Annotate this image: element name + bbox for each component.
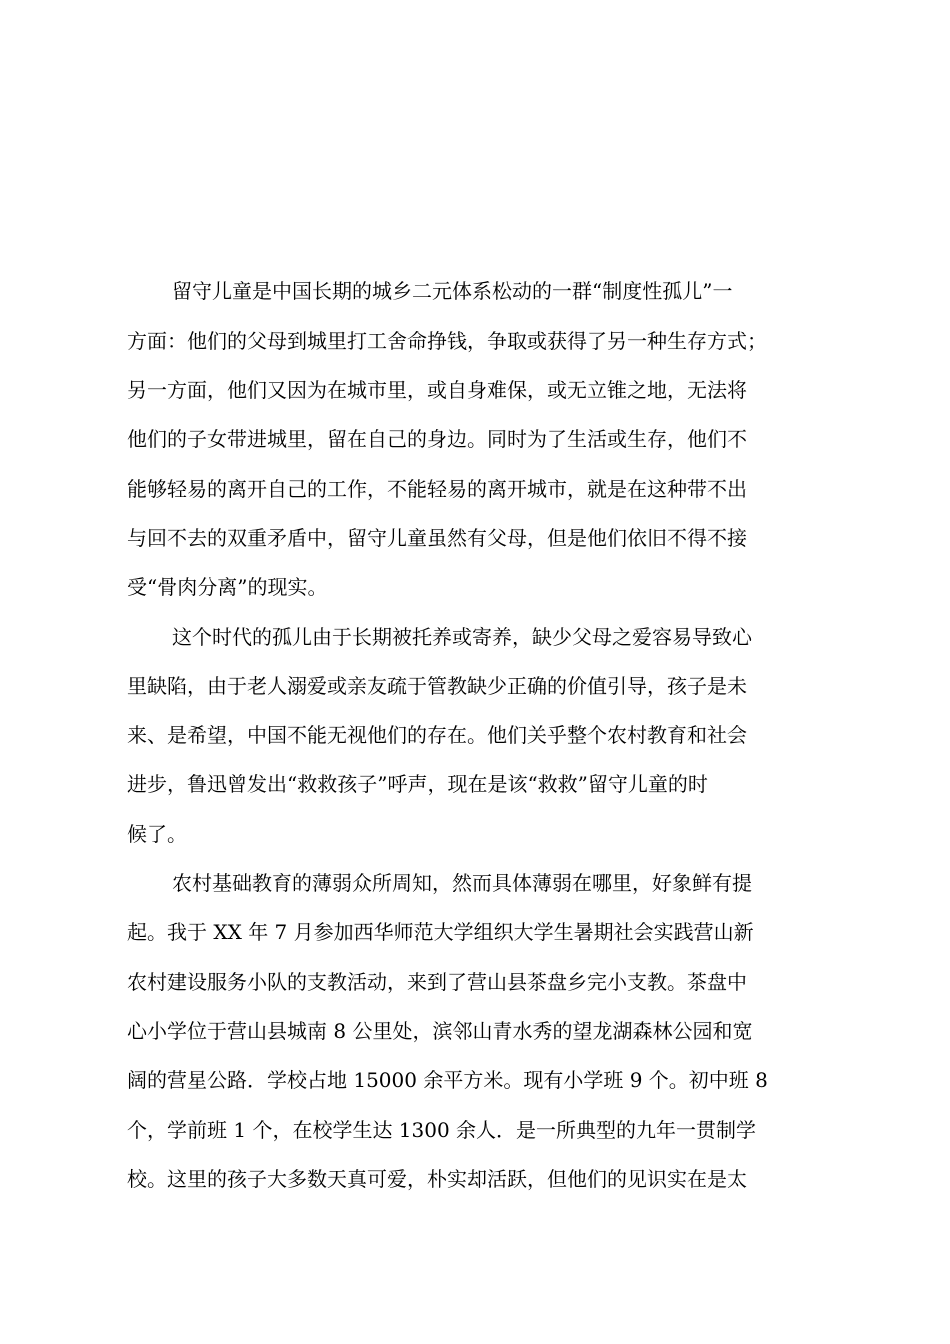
text-line: 受“骨肉分离”的现实。: [127, 575, 328, 599]
text-line: 另一方面，他们又因为在城市里，或自身难保，或无立锥之地，无法将: [127, 378, 747, 402]
text-line: 方面：他们的父母到城里打工舍命挣钱，争取或获得了另一种生存方式；: [127, 329, 767, 353]
text-line: 校。这里的孩子大多数天真可爱，朴实却活跃，但他们的见识实在是太: [127, 1167, 747, 1191]
text-line: 这个时代的孤儿由于长期被托养或寄养，缺少父母之爱容易导致心: [172, 625, 752, 649]
text-line: 农村基础教育的薄弱众所周知，然而具体薄弱在哪里，好象鲜有提: [172, 871, 752, 895]
text-line: 个，学前班 1 个，在校学生达 1300 余人．是一所典型的九年一贯制学: [127, 1118, 757, 1142]
text-line: 与回不去的双重矛盾中，留守儿童虽然有父母，但是他们依旧不得不接: [127, 526, 747, 550]
text-line: 农村建设服务小队的支教活动，来到了营山县茶盘乡完小支教。茶盘中: [127, 970, 747, 994]
text-line: 候了。: [127, 822, 187, 846]
text-line: 留守儿童是中国长期的城乡二元体系松动的一群“制度性孤儿”一: [172, 279, 733, 303]
text-line: 阔的营星公路．学校占地 15000 余平方米。现有小学班 9 个。初中班 8: [127, 1068, 768, 1092]
text-line: 起。我于 XX 年 7 月参加西华师范大学组织大学生暑期社会实践营山新: [127, 920, 754, 944]
text-line: 他们的子女带进城里，留在自己的身边。同时为了生活或生存，他们不: [127, 427, 747, 451]
text-line: 能够轻易的离开自己的工作，不能轻易的离开城市，就是在这种带不出: [127, 477, 747, 501]
text-line: 进步，鲁迅曾发出“救救孩子”呼声，现在是该“救救”留守儿童的时: [127, 772, 708, 796]
text-line: 心小学位于营山县城南 8 公里处，滨邻山青水秀的望龙湖森林公园和宽: [127, 1019, 753, 1043]
text-line: 来、是希望，中国不能无视他们的存在。他们关乎整个农村教育和社会: [127, 723, 747, 747]
text-line: 里缺陷，由于老人溺爱或亲友疏于管教缺少正确的价值引导，孩子是未: [127, 674, 747, 698]
